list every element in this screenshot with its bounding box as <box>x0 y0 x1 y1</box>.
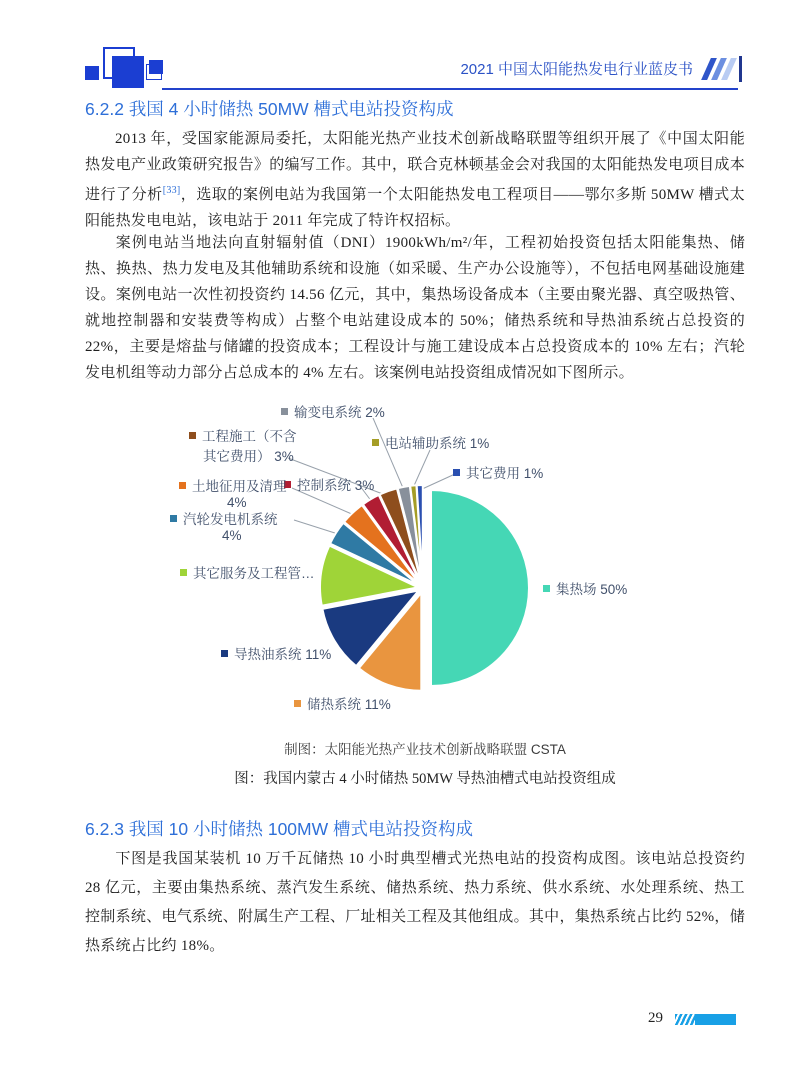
legend-marker <box>294 700 301 707</box>
pie-label-text: 导热油系统 11% <box>234 647 332 662</box>
pie-label-other-fees <box>453 462 543 482</box>
pie-label-text: 其它服务及工程管… <box>193 566 315 581</box>
footer-hash-stripes-icon <box>675 1014 695 1025</box>
section-heading-623: 6.2.3 我国 10 小时储热 100MW 槽式电站投资构成 <box>85 819 473 839</box>
paragraph-text: 案例电站当地法向直射辐射值（DNI）1900kWh/m²/年，工程初始投资包括太阳能集热、储热、换热、热力发电及其他辅助系统和设施（如采暖、生产办公设施等），不包括电网基础设施建设。案例电站一次性初投资约 14.56 亿元，其中，集热场设备成本（主要由聚光器、真空吸热管、就地控制器和安装费等构成）占整个电站建设成本的 50%；储热系统和导热油系统占总投资的 22%，主要是熔盐与储罐的投资成本；工程设计与施工建设成本占总投资成本的 10% 左右；汽轮发电机组等动力部分占总成本的 4% 左右。该案例电站投资组成情况如下图所示。 <box>85 235 745 381</box>
book-title: 2021 中国太阳能热发电行业蓝皮书 <box>460 61 693 78</box>
pie-slice-0 <box>431 490 529 686</box>
page-footer <box>0 1008 800 1038</box>
investment-pie-chart <box>70 398 730 730</box>
paragraph-622-2 <box>85 230 745 386</box>
pie-label-text: 土地征用及清理 <box>192 479 287 494</box>
page-number: 29 <box>648 1010 663 1026</box>
header-rule <box>162 88 738 90</box>
pie-label-text: 储热系统 11% <box>307 697 391 712</box>
legend-marker <box>170 515 177 522</box>
pie-label-transmission <box>281 401 385 421</box>
pie-label-text: 其它费用） 3% <box>203 449 294 464</box>
pie-label-other-services <box>180 562 315 582</box>
pie-label-storage <box>294 693 391 713</box>
section-heading-622: 6.2.2 我国 4 小时储热 50MW 槽式电站投资构成 <box>85 99 454 119</box>
pie-label-text: 4% <box>222 528 242 543</box>
pie-label-turbine <box>170 508 278 543</box>
pie-label-htf-oil <box>221 643 331 663</box>
figure-caption: 图：我国内蒙古 4 小时储热 50MW 导热油槽式电站投资组成 <box>234 771 616 787</box>
pie-label-text: 汽轮发电机系统 <box>183 512 278 527</box>
legend-marker <box>281 408 288 415</box>
paragraph-622-1 <box>85 126 745 234</box>
page-header <box>85 45 745 93</box>
pie-label-solar-field <box>543 578 627 598</box>
pie-label-text: 4% <box>227 495 247 510</box>
leader-line <box>373 418 403 488</box>
legend-marker <box>179 482 186 489</box>
citation-ref: [33] <box>162 185 181 196</box>
chart-credit: 制图：太阳能光热产业技术创新战略联盟 CSTA <box>284 742 566 757</box>
legend-marker <box>543 585 550 592</box>
pie-label-auxiliary <box>372 432 489 452</box>
pie-label-text: 控制系统 3% <box>297 478 375 493</box>
slashes-decoration-icon <box>705 56 745 82</box>
legend-marker <box>189 432 196 439</box>
footer-bar <box>675 1014 736 1025</box>
pie-label-text: 集热场 50% <box>556 582 628 597</box>
legend-marker <box>453 469 460 476</box>
legend-marker <box>221 650 228 657</box>
paragraph-text: 2013 年，受国家能源局委托，太阳能光热产业技术创新战略联盟等组织开展了《中国太阳能热发电产业政策研究报告》的编写工作。其中，联合克林顿基金会对我国的太阳能热发电项目成本进行了分析 <box>85 131 745 203</box>
pie-label-land <box>179 475 287 510</box>
legend-marker <box>372 439 379 446</box>
vertical-bar-icon <box>739 56 742 82</box>
leader-line <box>294 520 338 534</box>
paragraph-text: ，选取的案例电站为我国第一个太阳能热发电工程项目——鄂尔多斯 50MW 槽式太阳能热发电电站，该电站于 2011 年完成了特许权招标。 <box>85 187 745 229</box>
pie-label-text: 其它费用 1% <box>466 466 544 481</box>
pie-label-text: 工程施工（不含 <box>202 429 297 444</box>
leader-line <box>420 474 455 490</box>
leader-line <box>413 450 430 488</box>
paragraph-text: 下图是我国某装机 10 万千瓦储热 10 小时典型槽式光热电站的投资构成图。该电站总投资约 28 亿元，主要由集热系统、蒸汽发生系统、储热系统、热力系统、供水系统、水处理系统、热工控制系统、电气系统、附属生产工程、厂址相关工程及其他组成。其中，集热系统占比约 52%，储热系统占比约 18%。 <box>85 851 745 954</box>
pie-label-text: 电站辅助系统 1% <box>385 436 490 451</box>
pie-label-control <box>284 474 374 494</box>
pie-label-text: 输变电系统 2% <box>294 405 385 420</box>
pie-label-construction <box>189 425 297 465</box>
legend-marker <box>180 569 187 576</box>
paragraph-623-1 <box>85 845 745 961</box>
